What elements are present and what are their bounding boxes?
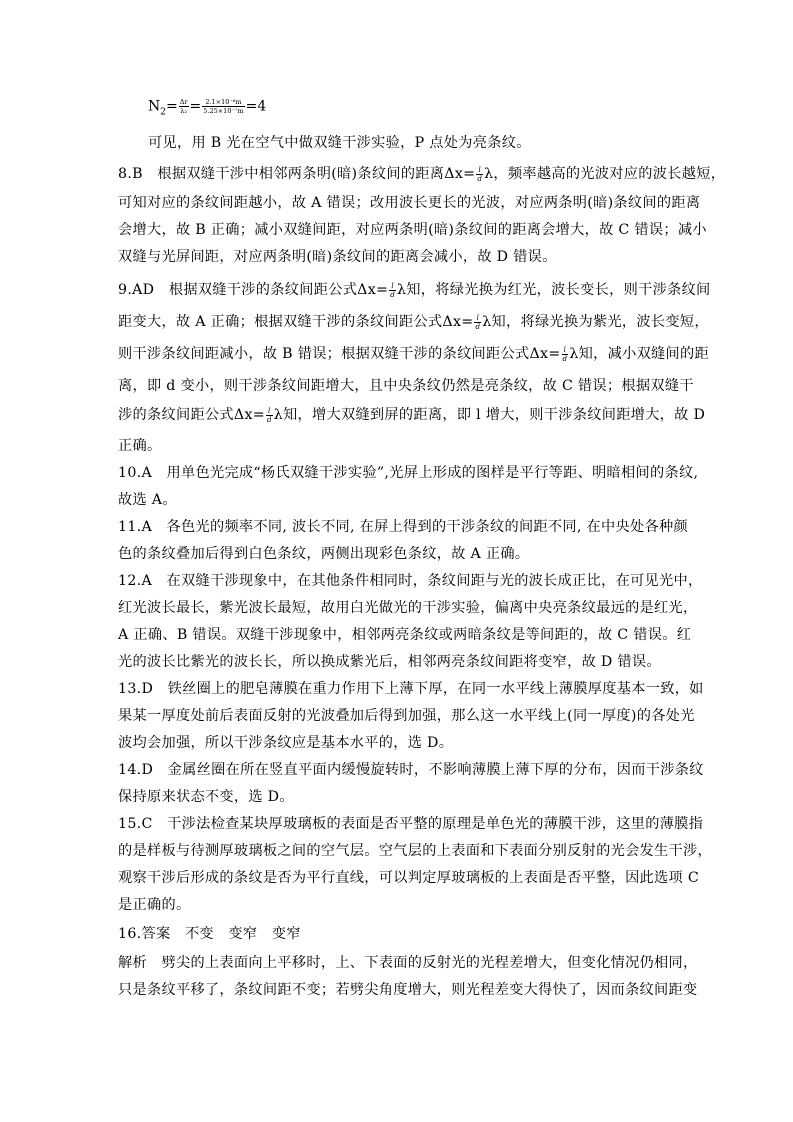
text-line: 色的条纹叠加后得到白色条纹，两侧出现彩色条纹，故 A 正确。 — [118, 546, 530, 562]
formula-frac2: $\frac{\text{2.1×10⁻⁶m}}{\text{5.25×10⁻⁷m}}$ — [203, 98, 244, 115]
formula-n2: $N_2=$ $\frac{\Delta r}{\text{λ₂}}$ = $\frac{\text{2.1×10⁻⁶m}}{\text{5.25×10⁻⁷m}}$ =4 — [148, 98, 267, 118]
text-line: 16.答案 不变 变窄 变窄 — [118, 926, 301, 942]
fraction-l-over-d: $\frac{l}{d}$ — [266, 406, 272, 424]
text-line: 是正确的。 — [118, 897, 191, 913]
text-line: 光的波长比紫光的波长长，所以换成紫光后，相邻两亮条纹间距将变窄，故 D 错误。 — [118, 654, 661, 670]
text-line: 距变大，故 A 正确；根据双缝干涉的条纹间距公式Δx= $\frac{l}{d}$ λ知，将绿光换为紫光，波长变短， — [118, 313, 709, 331]
text-line: 14.D 金属丝圈在所在竖直平面内缓慢旋转时，不影响薄膜上薄下厚的分布，因而干涉条纹 — [118, 762, 704, 778]
text-line: A 正确、B 错误。双缝干涉现象中，相邻两亮条纹或两暗条纹是等间距的，故 C 错误。红 — [118, 627, 692, 643]
text-line: 8.B 根据双缝干涉中相邻两条明(暗)条纹间的距离Δx= $\frac{l}{d}$ λ，频率越高的光波对应的波长越短， — [118, 165, 726, 183]
text-line: 可见，用 B 光在空气中做双缝干涉实验，P 点处为亮条纹。 — [148, 135, 531, 151]
text-line: 15.C 干涉法检查某块厚玻璃板的表面是否平整的原理是单色光的薄膜干涉，这里的薄膜指 — [118, 816, 704, 832]
text-line: 13.D 铁丝圈上的肥皂薄膜在重力作用下上薄下厚，在同一水平线上薄膜厚度基本一致，如 — [118, 681, 704, 697]
text-line: 则干涉条纹间距减小，故 B 错误；根据双缝干涉的条纹间距公式Δx= $\frac{l}{d}$ λ知，减小双缝间的距 — [118, 345, 710, 363]
text-line: 12.A 在双缝干涉现象中，在其他条件相同时，条纹间距与光的波长成正比，在可见光中， — [118, 573, 703, 589]
text-line: 观察干涉后形成的条纹是否为平行直线，可以判定厚玻璃板的上表面是否平整，因此选项 C — [118, 870, 699, 886]
fraction-l-over-d: $\frac{l}{d}$ — [390, 281, 395, 299]
text-line: 可知对应的条纹间距越小，故 A 错误；改用波长更长的光波，对应两条明(暗)条纹间的距离 — [118, 195, 701, 211]
formula-result: =4 — [245, 98, 267, 115]
formula-lhs: N — [148, 98, 161, 115]
fraction-l-over-d: $\frac{l}{d}$ — [477, 165, 483, 183]
text-line: 双缝与光屏间距，对应两条明(暗)条纹间的距离会减小，故 D 错误。 — [118, 249, 557, 265]
fraction-l-over-d: $\frac{l}{d}$ — [475, 313, 481, 331]
text-line: 会增大，故 B 正确；减小双缝间距，对应两条明(暗)条纹间的距离会增大，故 C 错误；减小 — [118, 222, 707, 238]
text-line: 11.A 各色光的频率不同, 波长不同, 在屏上得到的干涉条纹的间距不同, 在中央处各种颜 — [118, 519, 688, 535]
text-line: 故选 A。 — [118, 492, 177, 508]
text-line: 10.A 用单色光完成“杨氏双缝干涉实验”,光屏上形成的图样是平行等距、明暗相间的条纹, — [118, 465, 699, 481]
text-line: 9.AD 根据双缝干涉的条纹间距公式Δx= $\frac{l}{d}$ λ知，将绿光换为红光，波长变长，则干涉条纹间 — [118, 281, 711, 299]
fraction-l-over-d: $\frac{l}{d}$ — [562, 345, 568, 363]
text-line: 保持原来状态不变，选 D。 — [118, 789, 294, 805]
formula-lhs-sub: 2 — [160, 107, 166, 118]
text-line: 只是条纹平移了，条纹间距不变；若劈尖角度增大，则光程差变大得快了，因而条纹间距变 — [118, 982, 698, 998]
text-line: 正确。 — [118, 438, 162, 454]
text-line: 涉的条纹间距公式Δx= $\frac{l}{d}$ λ知，增大双缝到屏的距离，即 l 增大，则干涉条纹间距增大，故 D — [118, 406, 706, 424]
text-line: 红光波长最长，紫光波长最短，故用白光做光的干涉实验，偏离中央亮条纹最远的是红光， — [118, 600, 698, 616]
text-line: 的是样板与待测厚玻璃板之间的空气层。空气层的上表面和下表面分别反射的光会发生干涉， — [118, 843, 712, 859]
text-line: 离，即 d 变小，则干涉条纹间距增大，且中央条纹仍然是亮条纹，故 C 错误；根据双缝干 — [118, 378, 694, 394]
formula-frac1: $\frac{\Delta r}{\text{λ₂}}$ — [179, 98, 188, 115]
text-line: 波均会加强，所以干涉条纹应是基本水平的，选 D。 — [118, 735, 454, 751]
formula-equals: = — [165, 98, 178, 115]
text-line: 解析 劈尖的上表面向上平移时，上、下表面的反射光的光程差增大，但变化情况仍相同， — [118, 955, 698, 971]
text-line: 果某一厚度处前后表面反射的光波叠加后得到加强，那么这一水平线上(同一厚度)的各处光 — [118, 708, 695, 724]
